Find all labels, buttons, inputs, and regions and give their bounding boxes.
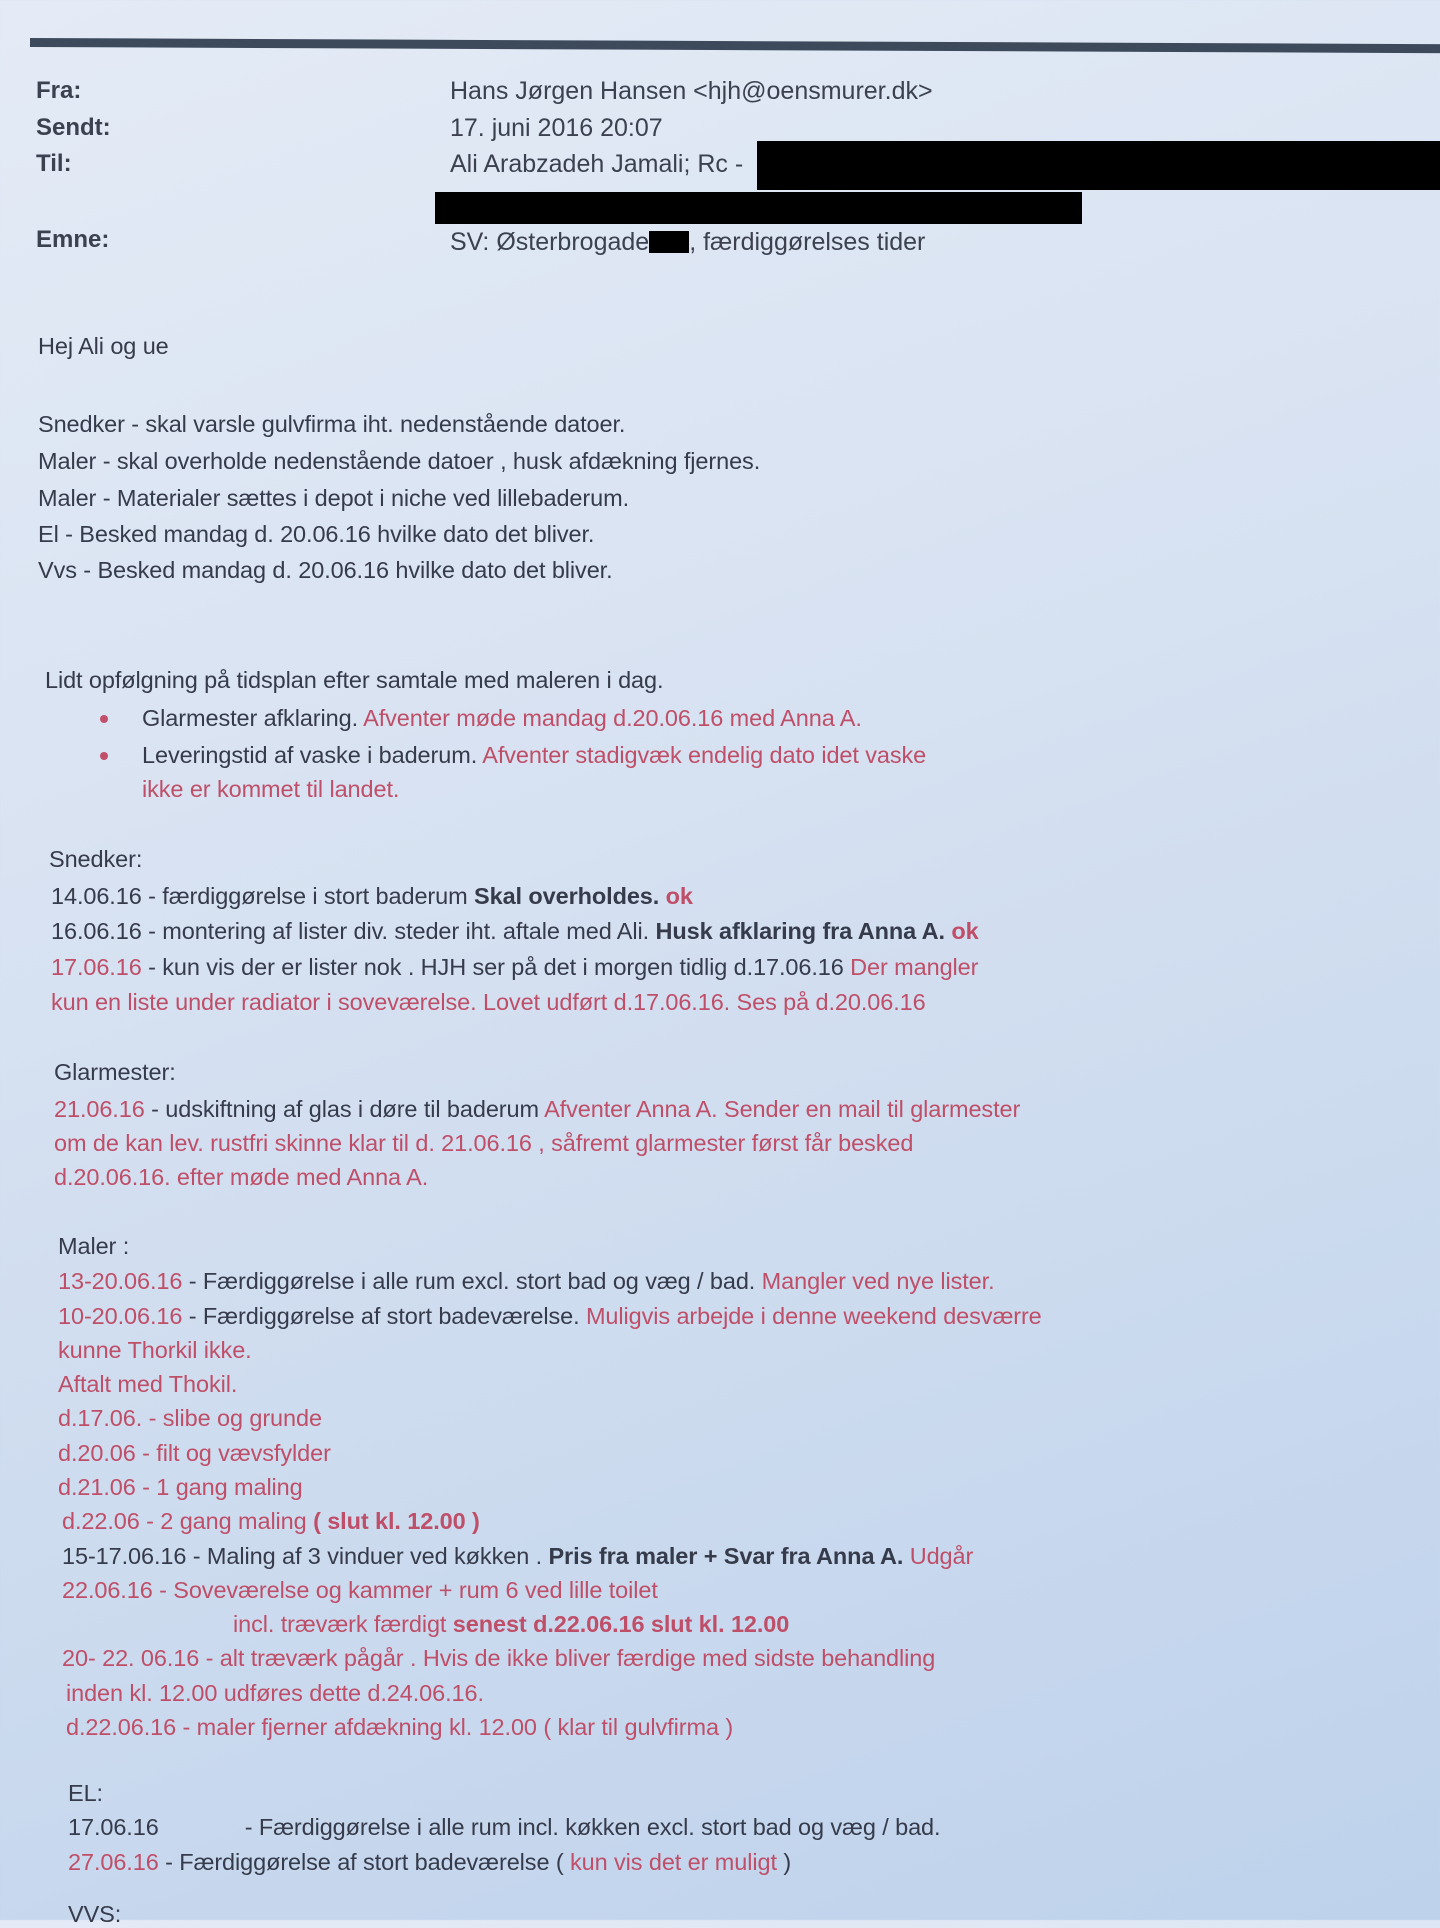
annotation-text: kun en liste under radiator i soveværelse. Lovet udført d.17.06.16. Ses på d.20.06.16 xyxy=(51,989,926,1015)
annotation-text: ok xyxy=(659,883,693,909)
body-line xyxy=(58,1233,129,1260)
annotation-text: Udgår xyxy=(903,1543,974,1569)
annotation-text: 17.06.16 xyxy=(51,954,142,980)
sent-label: Sendt: xyxy=(36,114,111,141)
body-text: 15-17.06.16 - Maling af 3 vinduer ved køkken . xyxy=(62,1543,549,1569)
annotation-text: d.22.06.16 - maler fjerner afdækning kl. 12.00 ( klar til gulvfirma ) xyxy=(66,1714,734,1740)
body-line xyxy=(38,521,594,548)
body-line xyxy=(58,1405,322,1432)
annotation-text: Der mangler xyxy=(843,954,979,980)
annotation-text: inden kl. 12.00 udføres dette d.24.06.16. xyxy=(66,1680,484,1706)
annotation-text: 21.06.16 xyxy=(54,1096,145,1122)
body-text: - udskiftning af glas i døre til baderum xyxy=(144,1096,539,1122)
annotation-text: senest d.22.06.16 slut kl. 12.00 xyxy=(452,1611,790,1637)
from-value: Hans Jørgen Hansen <hjh@oensmurer.dk> xyxy=(450,77,933,105)
body-line xyxy=(58,1337,252,1364)
annotation-text: Mangler ved nye lister. xyxy=(755,1268,995,1294)
body-text: - kun vis der er lister nok . HJH ser på det i morgen tidlig d.17.06.16 xyxy=(141,954,844,980)
body-line xyxy=(62,1645,935,1672)
annotation-text: incl. træværk færdigt xyxy=(233,1611,453,1637)
body-line xyxy=(45,667,663,694)
body-line xyxy=(58,1371,237,1398)
annotation-text: om de kan lev. rustfri skinne klar til d. 21.06.16 , såfremt glarmester først får besked xyxy=(54,1130,914,1156)
annotation-text: Afventer Anna A. Sender en mail til glarmester xyxy=(538,1096,1021,1122)
body-text: - Færdiggørelse af stort badeværelse ( xyxy=(158,1849,570,1875)
body-text: Lidt opfølgning på tidsplan efter samtale med maleren i dag. xyxy=(45,667,664,693)
to-label: Til: xyxy=(36,150,72,177)
body-line xyxy=(51,883,693,910)
sent-value: 17. juni 2016 20:07 xyxy=(450,114,663,142)
annotation-text: Aftalt med Thokil. xyxy=(58,1371,238,1397)
body-line xyxy=(58,1440,331,1467)
body-line xyxy=(58,1474,303,1501)
body-line xyxy=(66,1714,733,1741)
body-text: Snedker: xyxy=(49,846,143,872)
annotation-text: 13-20.06.16 xyxy=(58,1268,183,1294)
body-text: 16.06.16 - montering af lister div. steder iht. aftale med Ali. xyxy=(51,918,656,944)
subject-prefix: SV: Østerbrogade xyxy=(450,228,650,256)
body-line xyxy=(54,1164,428,1191)
body-line xyxy=(38,448,760,475)
body-line xyxy=(54,1096,1020,1123)
annotation-text: ok xyxy=(944,918,979,944)
body-text: - Færdiggørelse i alle rum excl. stort bad og væg / bad. xyxy=(182,1268,756,1294)
body-line xyxy=(51,918,979,945)
annotation-text: ikke er kommet til landet. xyxy=(142,776,400,802)
body-text: - Færdiggørelse i alle rum incl. køkken excl. stort bad og væg / bad. xyxy=(244,1814,941,1840)
body-text: ) xyxy=(776,1849,792,1875)
annotation-text: Muligvis arbejde i denne weekend desværre xyxy=(579,1303,1042,1329)
body-line xyxy=(62,1508,480,1535)
body-line xyxy=(68,1901,121,1928)
body-line xyxy=(38,333,169,360)
bullet-icon xyxy=(100,752,108,760)
redaction-bar xyxy=(435,192,1082,224)
body-text: 14.06.16 - færdiggørelse i stort baderum xyxy=(51,883,475,909)
annotation-text: d.21.06 - 1 gang maling xyxy=(58,1474,303,1500)
annotation-text: d.22.06 - 2 gang maling xyxy=(62,1508,314,1534)
body-text: Skal overholdes. xyxy=(474,883,660,909)
body-text: Leveringstid af vaske i baderum. xyxy=(142,742,478,768)
annotation-text: d.17.06. - slibe og grunde xyxy=(58,1405,322,1431)
bullet-icon xyxy=(100,715,108,723)
body-text: VVS: xyxy=(68,1901,122,1927)
redaction-bar xyxy=(757,141,1440,190)
from-label: Fra: xyxy=(36,77,82,104)
body-text: 17.06.16 xyxy=(68,1814,159,1840)
annotation-text: 20- 22. 06.16 - alt træværk pågår . Hvis de ikke bliver færdige med sidste behandling xyxy=(62,1645,936,1671)
annotation-text: d.20.06 - filt og vævsfylder xyxy=(58,1440,331,1466)
body-line xyxy=(68,1780,103,1807)
body-text: Glarmester afklaring. xyxy=(142,705,358,731)
annotation-text: Afventer stadigvæk endelig dato idet vaske xyxy=(477,742,927,768)
body-line xyxy=(233,1611,789,1638)
subject-label: Emne: xyxy=(36,226,110,253)
body-text: Maler - skal overholde nedenstående datoer , husk afdækning fjernes. xyxy=(38,448,761,474)
body-text: Snedker - skal varsle gulvfirma iht. nedenstående datoer. xyxy=(38,411,626,437)
body-line xyxy=(58,1268,995,1295)
body-line xyxy=(62,1543,973,1570)
body-line xyxy=(49,846,142,873)
body-text: EL: xyxy=(68,1780,103,1806)
to-value: Ali Arabzadeh Jamali; Rc - xyxy=(450,150,744,178)
body-line xyxy=(142,742,926,769)
annotation-text: 10-20.06.16 xyxy=(58,1303,183,1329)
body-line xyxy=(51,989,926,1016)
header-rule xyxy=(30,38,1440,53)
body-text: Hej Ali og ue xyxy=(38,333,169,359)
body-line xyxy=(68,1849,791,1876)
annotation-text: Afventer møde mandag d.20.06.16 med Anna A. xyxy=(358,705,862,731)
body-text: Husk afklaring fra Anna A. xyxy=(655,918,945,944)
body-line xyxy=(51,954,978,981)
body-text: Maler - Materialer sættes i depot i niche ved lillebaderum. xyxy=(38,485,629,511)
body-line xyxy=(54,1130,913,1157)
body-line xyxy=(142,705,862,732)
body-text: Pris fra maler + Svar fra Anna A. xyxy=(548,1543,904,1569)
annotation-text: kun vis det er muligt xyxy=(570,1849,777,1875)
body-text: - Færdiggørelse af stort badeværelse. xyxy=(182,1303,580,1329)
body-text: Glarmester: xyxy=(54,1059,176,1085)
body-line xyxy=(38,485,629,512)
subject-value xyxy=(450,228,925,257)
annotation-text: d.20.06.16. efter møde med Anna A. xyxy=(54,1164,429,1190)
annotation-text: 22.06.16 - Soveværelse og kammer + rum 6 ved lille toilet xyxy=(62,1577,658,1603)
annotation-text: kunne Thorkil ikke. xyxy=(58,1337,252,1363)
body-line xyxy=(68,1814,940,1841)
body-line xyxy=(38,411,625,438)
body-text: El - Besked mandag d. 20.06.16 hvilke dato det bliver. xyxy=(38,521,595,547)
redaction-bar xyxy=(649,231,689,253)
body-line xyxy=(54,1059,176,1086)
body-text: Vvs - Besked mandag d. 20.06.16 hvilke dato det bliver. xyxy=(38,557,613,583)
annotation-text: 27.06.16 xyxy=(68,1849,159,1875)
body-line xyxy=(58,1303,1042,1330)
annotation-text: ( slut kl. 12.00 ) xyxy=(313,1508,480,1534)
body-text: Maler : xyxy=(58,1233,130,1259)
body-line xyxy=(38,557,613,584)
body-line xyxy=(66,1680,484,1707)
body-line xyxy=(142,776,399,803)
body-line xyxy=(62,1577,658,1604)
subject-suffix: , færdiggørelses tider xyxy=(689,228,926,256)
